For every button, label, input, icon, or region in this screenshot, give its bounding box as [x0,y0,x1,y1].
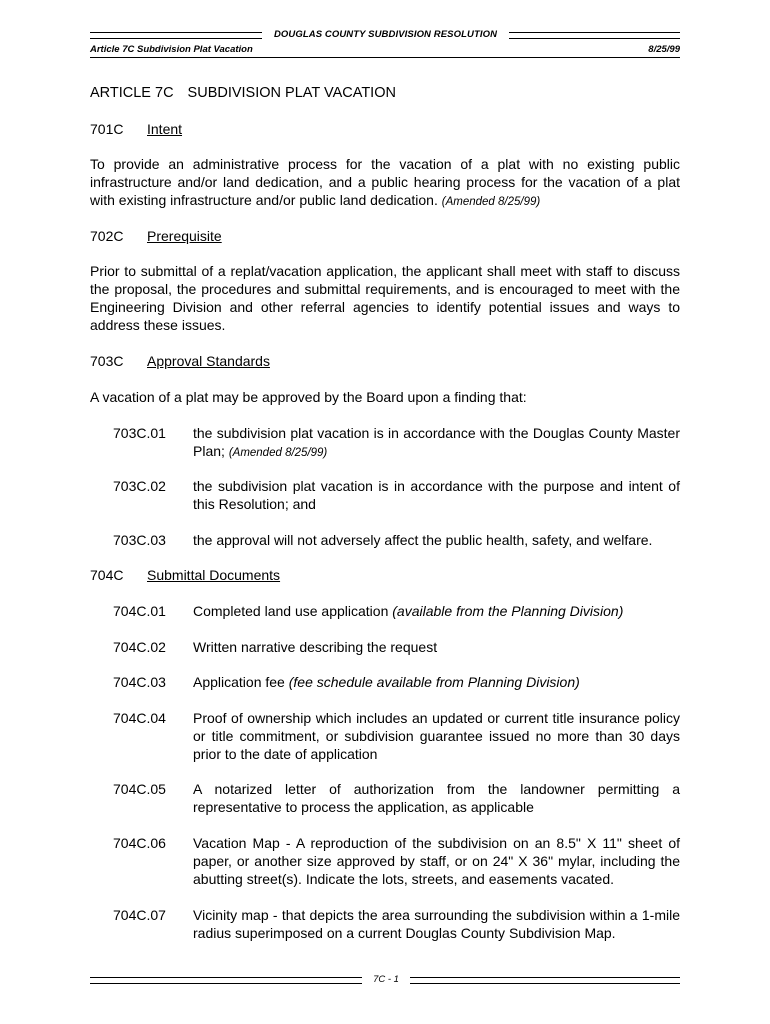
header-article-label: Article 7C Subdivision Plat Vacation [90,44,253,55]
item-text [193,602,680,620]
item-text: Vacation Map - A reproduction of the subdivision on an 8.5" X 11" sheet of paper, or another size approved by staff, or on 24" X 36" mylar, including the abutting street(s). Indicate the lots, streets, and easements vacated. [193,835,680,887]
section-number-702c: 702C [90,228,124,244]
section-number-703c: 703C [90,353,124,369]
item-number: 704C.04 [113,710,166,726]
item-text: Written narrative describing the request [193,639,438,655]
item-text [193,673,680,691]
footer-rule-left [90,977,362,984]
header-rule-left [90,32,262,39]
item-number: 704C.07 [113,907,166,923]
amendment-note: (Amended 8/25/99) [228,447,328,459]
item-number: 704C.06 [113,835,166,851]
item-note: (fee schedule available from Planning Division) [288,674,580,690]
section-number-704c: 704C [90,567,124,583]
article-title: SUBDIVISION PLAT VACATION [187,85,396,101]
section-title-intent: Intent [147,121,183,137]
article-number: ARTICLE 7C [90,85,174,101]
item-number: 703C.02 [113,478,166,494]
prerequisite-paragraph: Prior to submittal of a replat/vacation application, the applicant shall meet with staff to discuss the proposal, the procedures and submittal requirements, and is encouraged to meet with the Engineering Division and other referral agencies to identify potential issues and ways to address these issues. [90,263,680,333]
item-text: Proof of ownership which includes an updated or current title insurance policy or title commitment, or subdivision guarantee issued no more than 30 days prior to the date of application [193,710,680,762]
item-text: A notarized letter of authorization from the landowner permitting a representative to process the application, as applicable [193,781,680,815]
approval-intro: A vacation of a plat may be approved by the Board upon a finding that: [90,389,527,405]
section-number-701c: 701C [90,121,124,137]
article-heading [90,84,396,102]
item-number: 703C.01 [113,425,166,441]
item-number: 704C.05 [113,781,166,797]
item-number: 704C.02 [113,639,166,655]
header-rule-right [509,32,680,39]
item-number: 704C.03 [113,674,166,690]
item-number: 703C.03 [113,532,166,548]
item-text: the approval will not adversely affect the public health, safety, and welfare. [193,532,653,548]
item-text: Vicinity map - that depicts the area surrounding the subdivision within a 1-mile radius superimposed on a current Douglas County Subdivision Map. [193,907,680,941]
section-title-prerequisite: Prerequisite [147,228,222,244]
header-underline [90,57,680,58]
item-body: Application fee [193,674,285,690]
footer-rule-right [410,977,680,984]
header-date: 8/25/99 [648,44,680,55]
header-title: DOUGLAS COUNTY SUBDIVISION RESOLUTION [273,29,498,40]
item-text: the subdivision plat vacation is in accordance with the purpose and intent of this Resolution; and [193,478,680,512]
item-note: (available from the Planning Division) [392,603,624,619]
section-title-submittal-documents: Submittal Documents [147,567,281,583]
item-text [193,424,680,462]
page-number: 7C - 1 [373,974,399,985]
item-body: Completed land use application [193,603,389,619]
item-number: 704C.01 [113,603,166,619]
item-body: the subdivision plat vacation is in accordance with the Douglas County Master Plan; [193,425,680,459]
section-title-approval-standards: Approval Standards [147,353,270,369]
amendment-note: (Amended 8/25/99) [441,196,541,208]
section-701c-text [90,155,680,211]
intent-paragraph: To provide an administrative process for the vacation of a plat with no existing public infrastructure and/or land dedication, and a public hearing process for the vacation of a plat with existing infrastructure and/or public land dedication. [90,156,680,208]
